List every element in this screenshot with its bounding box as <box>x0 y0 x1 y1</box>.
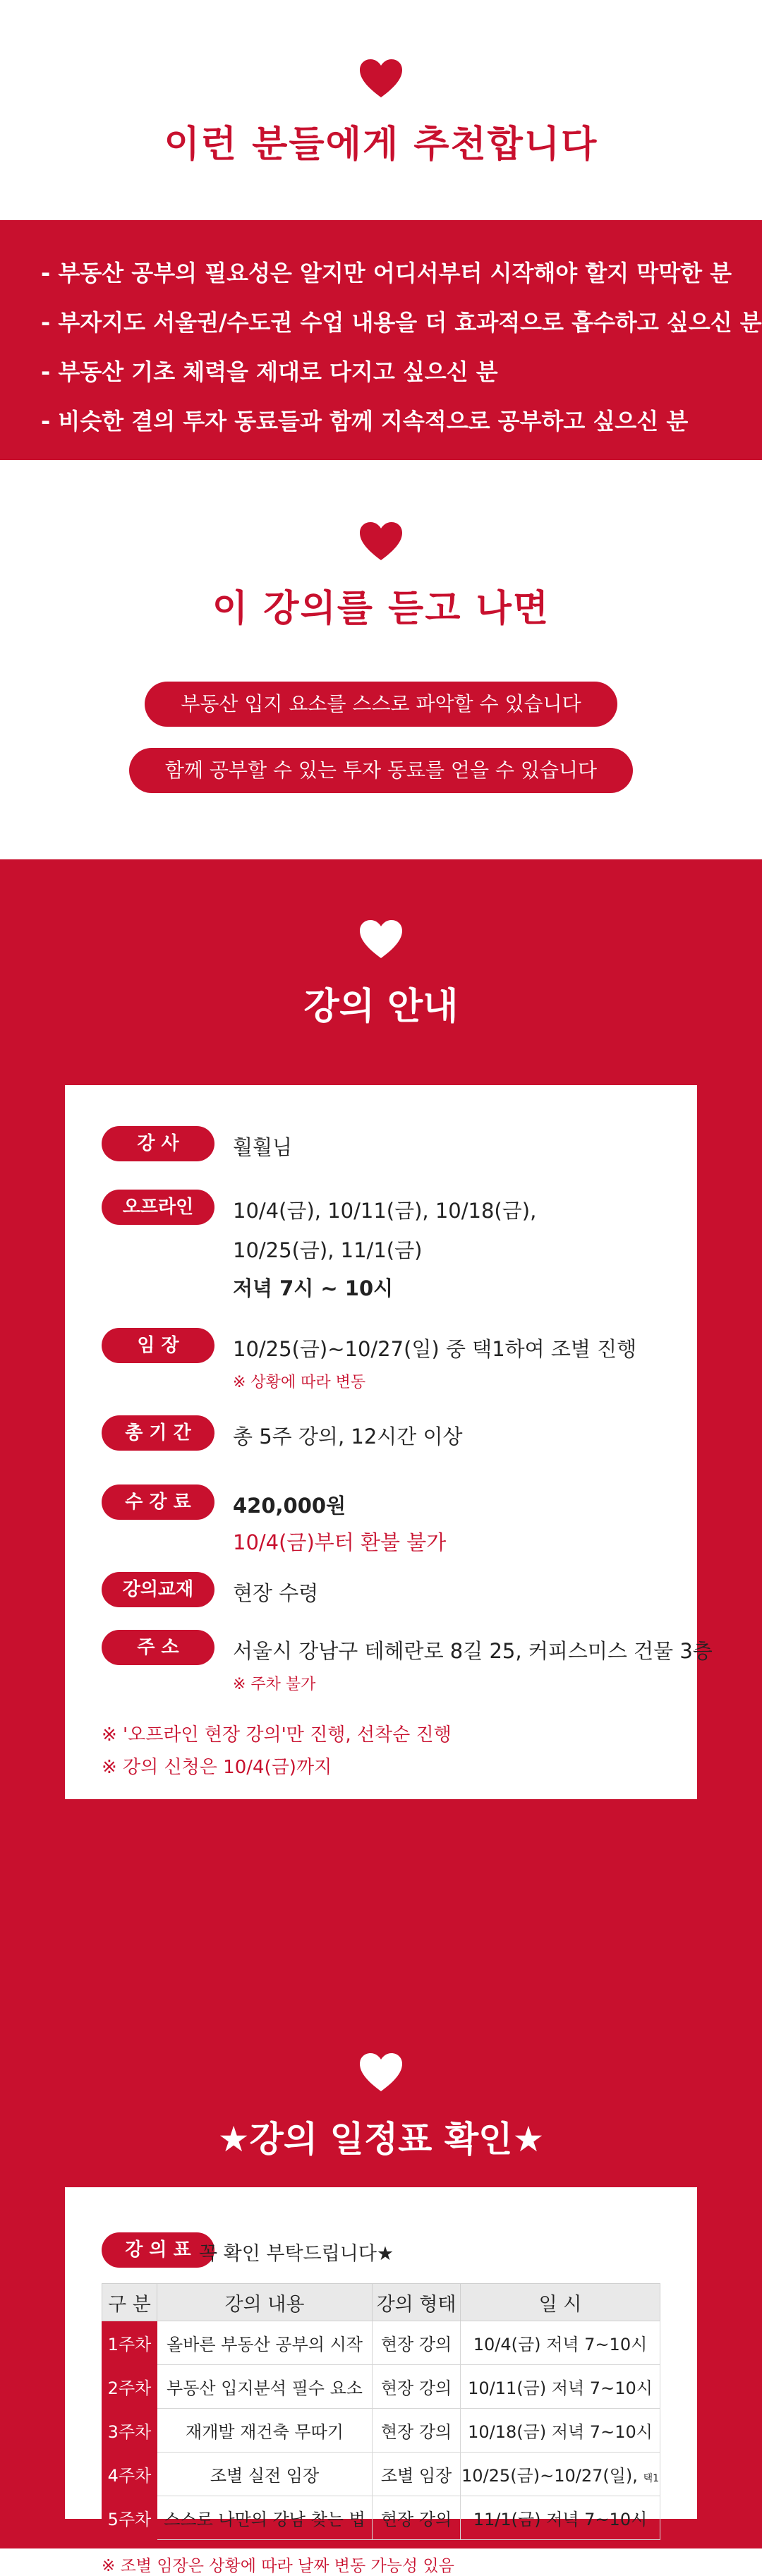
recommend-item: - 비슷한 결의 투자 동료들과 함께 지속적으로 공부하고 싶으신 분 <box>41 408 689 435</box>
info-title: 강의 안내 <box>303 986 459 1028</box>
instructor-value: 훨훨님 <box>233 1135 293 1159</box>
address-value: 서울시 강남구 테헤란로 8길 25, 커피스미스 건물 3층 <box>233 1639 713 1663</box>
table-header: 구 분 <box>102 2284 157 2321</box>
after-section <box>0 460 762 859</box>
benefit-pill: 부동산 입지 요소를 스스로 파악할 수 있습니다 <box>145 682 617 727</box>
type-cell: 현장 강의 <box>373 2321 461 2365</box>
date-text: 10/25(금)~10/27(일), <box>461 2466 638 2486</box>
fee-value: 420,000원 <box>233 1494 346 1518</box>
table-header-row <box>102 2284 660 2321</box>
table-row <box>102 2365 660 2409</box>
info-section <box>0 859 762 2052</box>
content-cell: 재개발 재건축 무따기 <box>157 2409 372 2453</box>
recommend-list <box>41 248 762 446</box>
period-value: 총 5주 강의, 12시간 이상 <box>233 1425 463 1449</box>
type-cell: 조별 임장 <box>373 2453 461 2496</box>
period-label: 총 기 간 <box>102 1415 214 1451</box>
type-cell: 현장 강의 <box>373 2496 461 2540</box>
after-title: 이 강의를 듣고 나면 <box>212 588 550 630</box>
offline-dates-2: 10/25(금), 11/1(금) <box>233 1238 423 1262</box>
content-cell: 스스로 나만의 강남 찾는 법 <box>157 2496 372 2540</box>
week-cell: 2주차 <box>102 2365 157 2409</box>
type-cell: 현장 강의 <box>373 2365 461 2409</box>
schedule-subtitle: 꼭 확인 부탁드립니다★ <box>199 2243 394 2265</box>
heart-icon <box>358 919 404 960</box>
textbook-label: 강의교재 <box>102 1572 214 1607</box>
table-row <box>102 2496 660 2540</box>
schedule-section <box>0 2052 762 2575</box>
schedule-card <box>65 2187 697 2575</box>
field-note: ※ 상황에 따라 변동 <box>233 1374 366 1391</box>
content-cell: 올바른 부동산 공부의 시작 <box>157 2321 372 2365</box>
offline-time: 저녁 7시 ~ 10시 <box>233 1276 394 1300</box>
info-card <box>65 1085 713 1799</box>
schedule-label: 강 의 표 <box>102 2232 214 2268</box>
info-note: ※ 강의 신청은 10/4(금)까지 <box>102 1757 332 1778</box>
address-note: ※ 주차 불가 <box>233 1676 316 1693</box>
schedule-table <box>102 2283 660 2540</box>
textbook-value: 현장 수령 <box>233 1581 319 1605</box>
date-extra: 택1 <box>643 2473 659 2484</box>
field-label: 임 장 <box>102 1328 214 1363</box>
fee-label: 수 강 료 <box>102 1484 214 1520</box>
table-row <box>102 2453 660 2496</box>
week-cell: 1주차 <box>102 2321 157 2365</box>
recommend-item: - 부자지도 서울권/수도권 수업 내용을 더 효과적으로 흡수하고 싶으신 분 <box>41 309 762 336</box>
table-row <box>102 2409 660 2453</box>
recommend-item: - 부동산 기초 체력을 제대로 다지고 싶으신 분 <box>41 358 498 385</box>
content-cell: 부동산 입지분석 필수 요소 <box>157 2365 372 2409</box>
recommend-list-section <box>0 220 762 460</box>
heart-icon <box>358 2052 404 2093</box>
date-cell: 10/18(금) 저녁 7~10시 <box>461 2409 660 2453</box>
info-note: ※ '오프라인 현장 강의'만 진행, 선착순 진행 <box>102 1724 452 1746</box>
date-cell: 11/1(금) 저녁 7~10시 <box>461 2496 660 2540</box>
recommend-title: 이런 분들에게 추천합니다 <box>164 123 598 166</box>
table-header: 강의 형태 <box>373 2284 461 2321</box>
fee-note: 10/4(금)부터 환불 불가 <box>233 1530 447 1554</box>
week-cell: 4주차 <box>102 2453 157 2496</box>
heart-icon <box>358 521 404 562</box>
schedule-footnote: ※ 조별 임장은 상황에 따라 날짜 변동 가능성 있음 <box>102 2557 454 2575</box>
schedule-title: ★강의 일정표 확인★ <box>217 2119 545 2160</box>
table-row <box>102 2321 660 2365</box>
date-cell <box>461 2453 660 2496</box>
week-cell: 3주차 <box>102 2409 157 2453</box>
table-header: 강의 내용 <box>157 2284 372 2321</box>
date-cell: 10/11(금) 저녁 7~10시 <box>461 2365 660 2409</box>
offline-label: 오프라인 <box>102 1190 214 1225</box>
address-label: 주 소 <box>102 1630 214 1665</box>
table-header: 일 시 <box>461 2284 660 2321</box>
date-cell: 10/4(금) 저녁 7~10시 <box>461 2321 660 2365</box>
recommend-item: - 부동산 공부의 필요성은 알지만 어디서부터 시작해야 할지 막막한 분 <box>41 260 732 286</box>
heart-icon <box>358 58 404 99</box>
benefit-pill: 함께 공부할 수 있는 투자 동료를 얻을 수 있습니다 <box>129 748 633 793</box>
instructor-label: 강 사 <box>102 1126 214 1161</box>
week-cell: 5주차 <box>102 2496 157 2540</box>
recommend-header <box>0 0 762 220</box>
offline-dates-1: 10/4(금), 10/11(금), 10/18(금), <box>233 1199 537 1223</box>
content-cell: 조별 실전 임장 <box>157 2453 372 2496</box>
field-value: 10/25(금)~10/27(일) 중 택1하여 조별 진행 <box>233 1337 637 1361</box>
type-cell: 현장 강의 <box>373 2409 461 2453</box>
